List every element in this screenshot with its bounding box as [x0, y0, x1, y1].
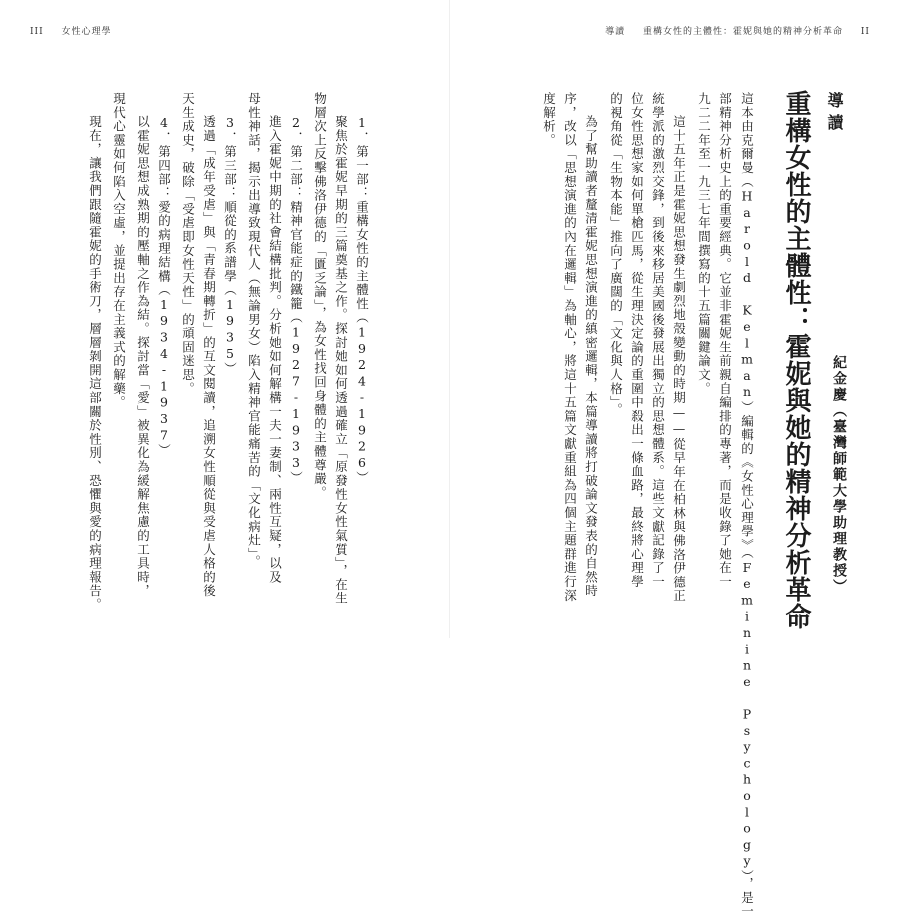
right-text-column: 位女性思想家如何單槍匹馬，從生理決定論的重圍中殺出一條血路，最終將心理學 [629, 92, 645, 589]
right-text-column: 部精神分析史上的重要經典。它並非霍妮生前親自編排的專著，而是收錄了她在一 [717, 92, 733, 589]
left-text-column: 1．第一部：重構女性的主體性（1924-1926） [354, 115, 370, 485]
left-page-header [30, 24, 126, 37]
left-text-column: 進入霍妮中期的社會結構批判。分析她如何解構一夫一妻制、兩性互疑，以及 [267, 115, 283, 585]
left-text-column: 3．第三部：順從的系譜學（1935） [222, 115, 238, 376]
right-page-header [605, 24, 870, 37]
left-text-column: 天生成史，破除「受虐即女性天性」的頑固迷思。 [180, 92, 196, 396]
right-text-column: 九二二年至一九三七年間撰寫的十五篇關鍵論文。 [696, 92, 712, 396]
right-header-section: 導讀 [605, 27, 626, 37]
right-text-column: 這十五年正是霍妮思想發生劇烈地殼變動的時期——從早年在柏林與佛洛伊德正 [671, 115, 687, 603]
left-text-column: 以霍妮思想成熟期的壓軸之作為結。探討當「愛」被異化為緩解焦慮的工具時， [135, 115, 151, 598]
left-text-column: 物層次上反擊佛洛伊德的「匱乏論」，為女性找回身體的主體尊嚴。 [312, 92, 328, 500]
left-text-column: 4．第四部：愛的病理結構（1934-1937） [156, 115, 172, 458]
page-gutter [449, 0, 450, 638]
right-text-column: 度解析。 [541, 92, 557, 148]
right-text-column: 統學派的激烈交鋒，到後來移居美國後發展出獨立的思想體系。這些文獻記錄了一 [650, 92, 666, 589]
right-text-column: 序，改以「思想演進的內在邏輯」為軸心，將這十五篇文獻重組為四個主題群進行深 [562, 92, 578, 603]
left-text-column: 2．第二部：精神官能症的鐵籠（1927-1933） [288, 115, 304, 485]
left-text-column: 母性神話，揭示出導致現代人（無論男女）陷入精神官能痛苦的「文化病灶」。 [246, 92, 262, 569]
author-byline: 紀金慶（臺灣師範大學助理教授） [831, 355, 847, 595]
right-page-number: II [860, 27, 870, 37]
right-text-column: 這本由克爾曼（Harold Kelman）編輯的《女性心理學》（Feminine Psychology），是一 [739, 92, 755, 919]
left-header-book-title: 女性心理學 [61, 27, 112, 37]
intro-label: 導讀 [825, 92, 844, 136]
left-text-column: 現在，讓我們跟隨霍妮的手術刀，層層剝開這部關於性別、恐懼與愛的病理報告。 [87, 115, 103, 612]
left-text-column: 聚焦於霍妮早期的三篇奠基之作。探討她如何透過確立「原發性女性氣質」，在生 [333, 115, 349, 606]
left-text-column: 現代心靈如何陷入空虛，並提出存在主義式的解藥。 [111, 92, 127, 410]
left-page-number: III [30, 27, 44, 37]
right-text-column: 的視角從「生物本能」推向了廣闊的「文化與人格」。 [608, 92, 624, 417]
article-title: 重構女性的主體性：霍妮與她的精神分析革命 [781, 90, 811, 630]
left-text-column: 透過「成年受虐」與「青春期轉折」的互文閱讀，追溯女性順從與受虐人格的後 [201, 115, 217, 598]
right-header-title: 重構女性的主體性：霍妮與她的精神分析革命 [642, 27, 843, 37]
right-text-column: 為了幫助讀者釐清霍妮思想演進的縝密邏輯，本篇導讀將打破論文發表的自然時 [583, 115, 599, 598]
